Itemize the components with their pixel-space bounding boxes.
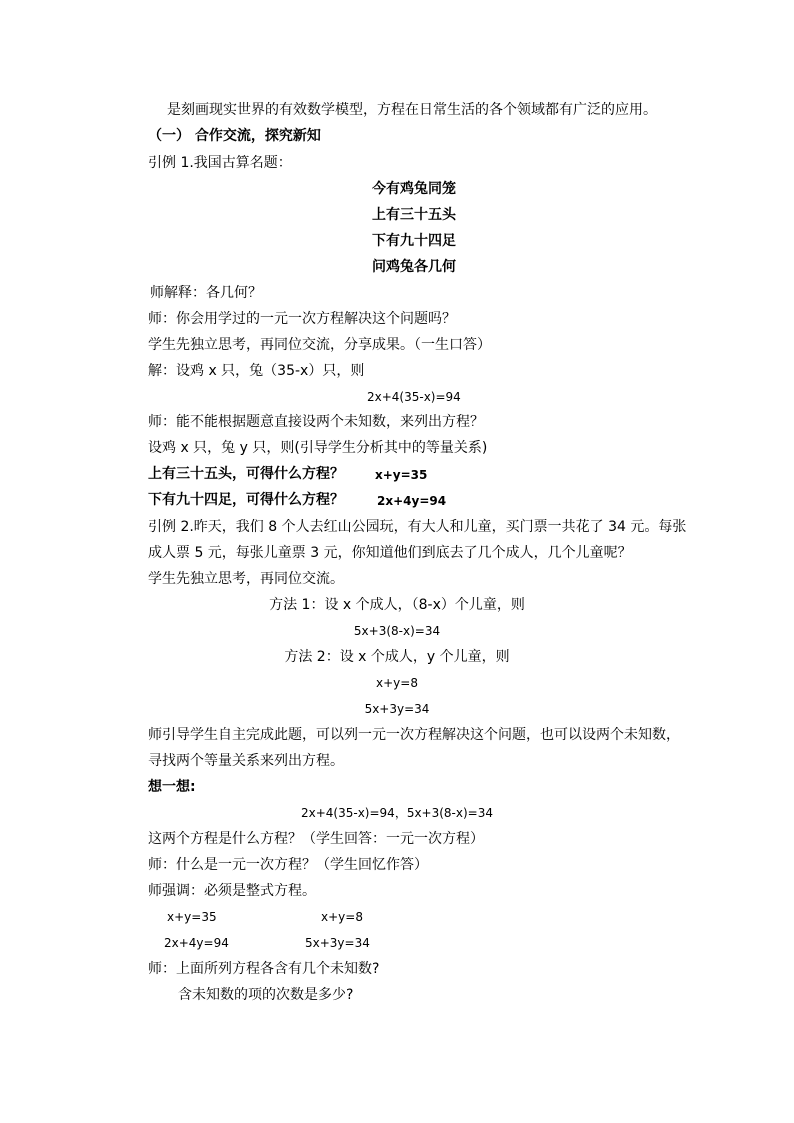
feet-question: 下有九十四足，可得什么方程？	[148, 492, 344, 508]
teacher-explain: 师解释：各几何？	[150, 285, 262, 301]
example-2-line-1: 引例 2.昨天，我们 8 个人去红山公园玩，有大人和儿童，买门票一共花了 34 元。每张	[148, 519, 687, 535]
teacher-question-2: 师：能不能根据题意直接设两个未知数，来列出方程？	[148, 414, 484, 430]
question-degree: 含未知数的项的次数是多少?	[178, 987, 354, 1003]
poem-line-4: 问鸡兔各几何	[372, 259, 456, 275]
equation-2: 5x+3(8-x)=34	[353, 624, 441, 638]
two-unknowns-setup: 设鸡 x 只，兔 y 只，则(引导学生分析其中的等量关系)	[148, 440, 488, 456]
teacher-guide-line-1: 师引导学生自主完成此题，可以列一元一次方程解决这个问题，也可以设两个未知数，	[148, 727, 680, 743]
equation-3: x+y=8	[376, 676, 418, 690]
poem-line-2: 上有三十五头	[372, 207, 456, 223]
heads-question: 上有三十五头，可得什么方程？	[148, 466, 344, 482]
teacher-guide-line-2: 寻找两个等量关系来列出方程。	[148, 753, 344, 769]
equation-1: 2x+4(35-x)=94	[367, 390, 461, 404]
method-2: 方法 2：设 x 个成人，y 个儿童，则	[284, 649, 510, 665]
equations-pair: 2x+4(35-x)=94，5x+3(8-x)=34	[301, 806, 493, 820]
method-1: 方法 1：设 x 个成人，（8-x）个儿童，则	[269, 597, 525, 613]
example-1-title: 引例 1.我国古算名题：	[148, 155, 292, 171]
think-heading: 想一想:	[148, 779, 196, 795]
student-think-1: 学生先独立思考，再同位交流，分享成果。（一生口答）	[148, 337, 491, 353]
equation-system-1-a: x+y=35	[167, 910, 217, 924]
poem-line-3: 下有九十四足	[372, 233, 456, 249]
solution-setup: 解：设鸡 x 只，兔（35-x）只，则	[148, 363, 365, 379]
question-unknown-count: 师：上面所列方程各含有几个未知数?	[148, 961, 380, 977]
teacher-question-1: 师：你会用学过的一元一次方程解决这个问题吗？	[148, 311, 456, 327]
question-definition: 师：什么是一元一次方程？（学生回忆作答）	[148, 857, 428, 873]
equation-4: 5x+3y=34	[364, 702, 430, 716]
section-heading: （一） 合作交流，探究新知	[148, 128, 321, 144]
example-2-line-2: 成人票 5 元，每张儿童票 3 元，你知道他们到底去了几个成人，几个儿童呢？	[148, 545, 632, 561]
equation-system-2-b: 5x+3y=34	[305, 936, 370, 950]
student-think-2: 学生先独立思考，再同位交流。	[148, 571, 344, 587]
heads-equation: x+y=35	[375, 468, 428, 482]
intro-line: 是刻画现实世界的有效数学模型，方程在日常生活的各个领域都有广泛的应用。	[167, 102, 657, 118]
question-equation-type: 这两个方程是什么方程？（学生回答：一元一次方程）	[148, 831, 484, 847]
poem-line-1: 今有鸡兔同笼	[372, 181, 456, 197]
teacher-emphasis: 师强调：必须是整式方程。	[148, 883, 316, 899]
equation-system-1-b: 2x+4y=94	[164, 936, 229, 950]
feet-equation: 2x+4y=94	[377, 494, 447, 508]
equation-system-2-a: x+y=8	[321, 910, 363, 924]
